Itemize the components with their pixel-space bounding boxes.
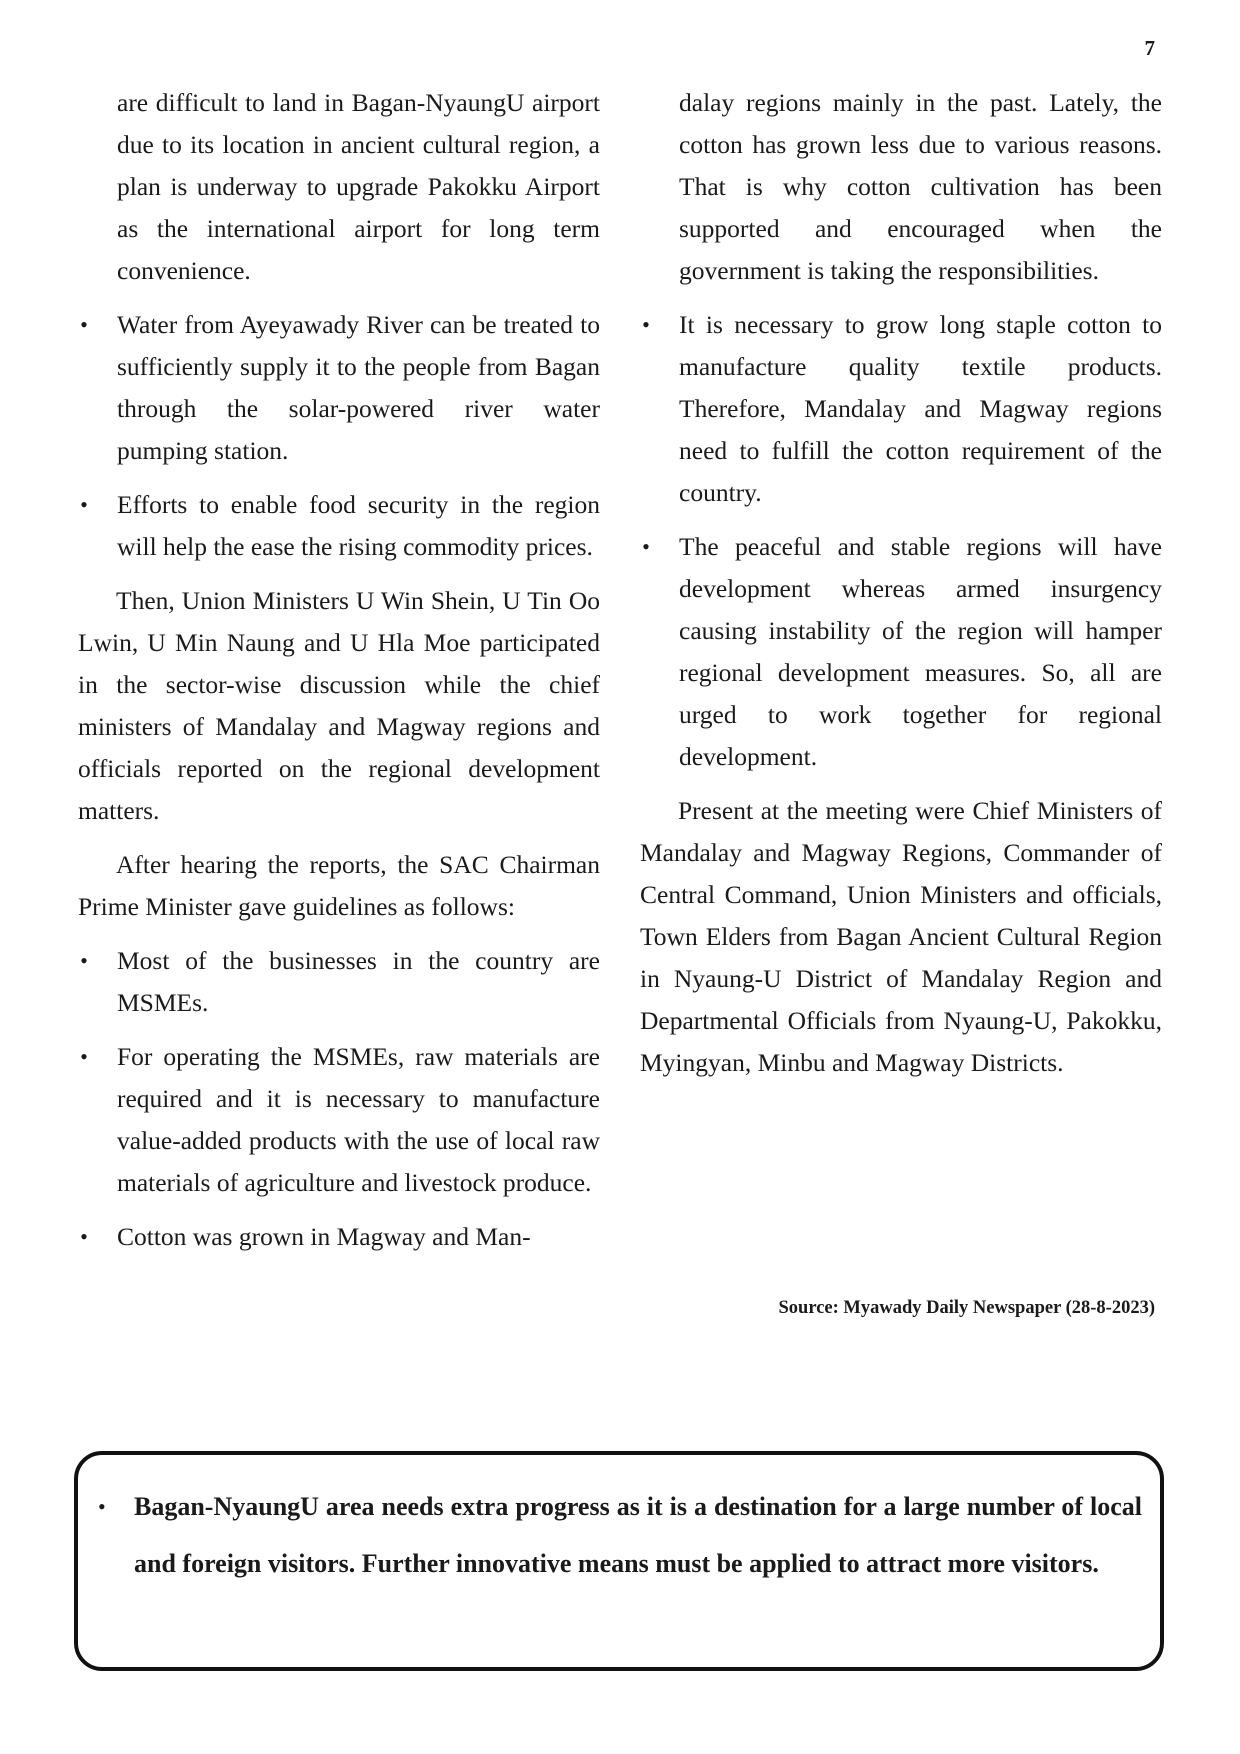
bullet-icon: •: [98, 1494, 106, 1519]
paragraph: Present at the meeting were Chief Ministers of Mandalay and Magway Regions, Commander of Central Command, Union Ministers and officials, Town Elders from Bagan Ancient Cultural Region in Nyaung-U District of Mandalay Region and Departmental Officials from Nyaung-U, Pakokku, Myingyan, Minbu and Magway Districts.: [640, 796, 1162, 1077]
page-number: 7: [1144, 36, 1155, 60]
list-item: • The peaceful and stable regions will have development whereas armed insurgency causing instability of the region will hamper regional development measures. So, all are urged to work together for regional development.: [640, 526, 1162, 778]
guidelines-list: [78, 940, 600, 1258]
callout-text: Bagan-NyaungU area needs extra progress as it is a destination for a large number of local and foreign visitors. Further innovative means must be applied to attract more visitors.: [134, 1492, 1142, 1578]
continued-paragraph: are difficult to land in Bagan-NyaungU airport due to its location in ancient cultural region, a plan is underway to upgrade Pakokku Airport as the international airport for long term convenience.: [117, 88, 600, 285]
bullet-list: [78, 304, 600, 568]
paragraph: Then, Union Ministers U Win Shein, U Tin Oo Lwin, U Min Naung and U Hla Moe participated in the sector-wise discussion while the chief ministers of Mandalay and Magway regions and officials reported on the regional development matters.: [78, 586, 600, 825]
bullet-icon: •: [642, 534, 650, 559]
left-column: [78, 82, 600, 1270]
paragraph: After hearing the reports, the SAC Chairman Prime Minister gave guidelines as follows:: [78, 850, 600, 921]
bullet-icon: •: [80, 312, 88, 337]
callout-box: [74, 1451, 1164, 1671]
list-item: • Efforts to enable food security in the region will help the ease the rising commodity prices.: [78, 484, 600, 568]
list-item: • For operating the MSMEs, raw materials are required and it is necessary to manufacture value-added products with the use of local raw materials of agriculture and livestock produce.: [78, 1036, 600, 1204]
bullet-icon: •: [80, 948, 88, 973]
list-item: • It is necessary to grow long staple cotton to manufacture quality textile products. Therefore, Mandalay and Magway regions need to fulfill the cotton requirement of the country.: [640, 304, 1162, 514]
bullet-list: [640, 304, 1162, 778]
bullet-icon: •: [80, 1224, 88, 1249]
right-column: [640, 82, 1162, 1096]
bullet-icon: •: [80, 1044, 88, 1069]
list-item: • Water from Ayeyawady River can be treated to sufficiently supply it to the people from Bagan through the solar-powered river water pumping station.: [78, 304, 600, 472]
list-item: • Most of the businesses in the country are MSMEs.: [78, 940, 600, 1024]
bullet-icon: •: [642, 312, 650, 337]
list-item: • Cotton was grown in Magway and Man-: [78, 1216, 600, 1258]
source-citation: Source: Myawady Daily Newspaper (28-8-2023): [778, 1298, 1155, 1318]
bullet-icon: •: [80, 492, 88, 517]
continued-paragraph: dalay regions mainly in the past. Lately, the cotton has grown less due to various reasons. That is why cotton cultivation has been supported and encouraged when the government is taking the responsibilities.: [679, 88, 1162, 285]
